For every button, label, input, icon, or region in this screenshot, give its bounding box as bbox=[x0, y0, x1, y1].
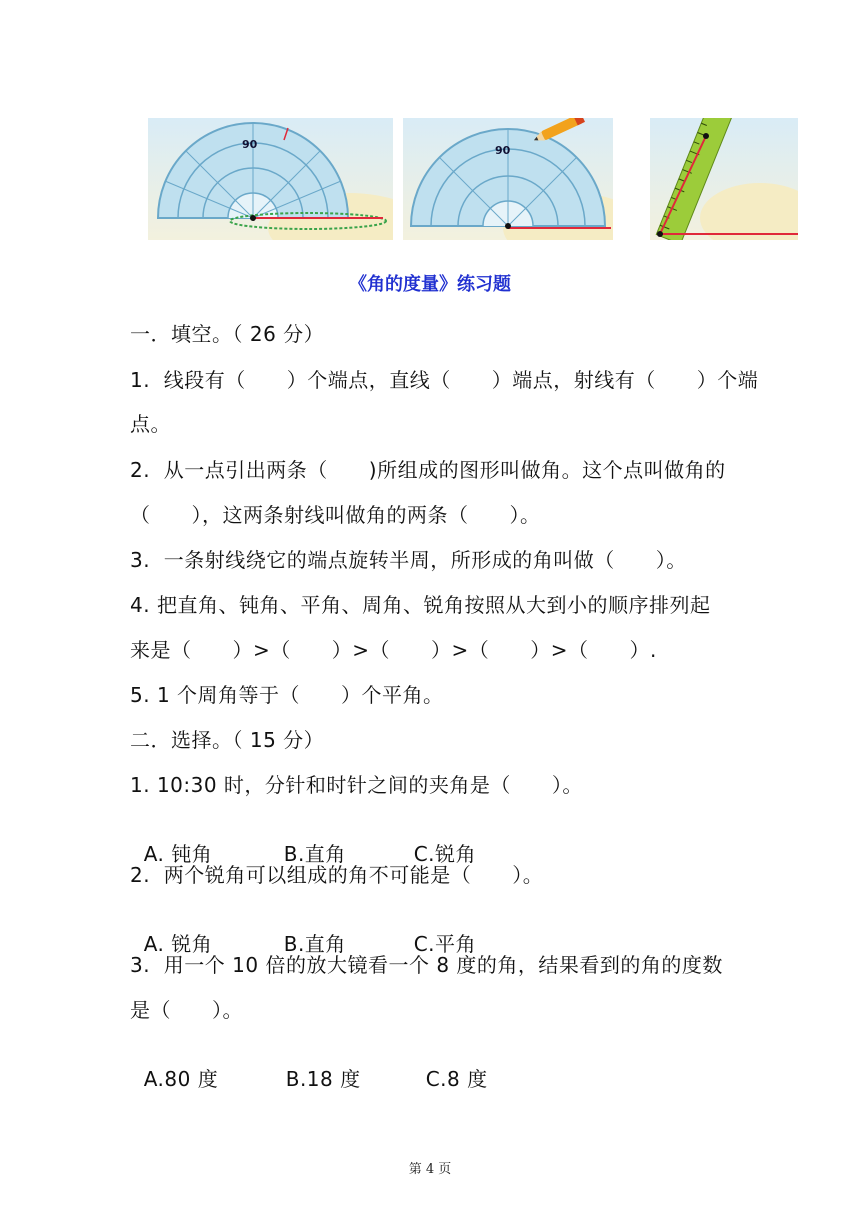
question-2-2: 2. 两个锐角可以组成的角不可能是（ ）。 bbox=[130, 863, 544, 887]
option-b: B.直角 bbox=[283, 932, 346, 956]
option-c: C.锐角 bbox=[413, 842, 477, 866]
question-1-1-line-2: 点。 bbox=[130, 412, 171, 436]
question-1-3: 3. 一条射线绕它的端点旋转半周，所形成的角叫做（ ）。 bbox=[130, 548, 687, 572]
option-c: C.8 度 bbox=[425, 1067, 488, 1091]
question-1-4-line-1: 4. 把直角、钝角、平角、周角、锐角按照从大到小的顺序排列起 bbox=[130, 593, 711, 617]
section-2-heading: 二．选择。（ 15 分） bbox=[130, 728, 325, 752]
question-1-1-line-1: 1. 线段有（ ）个端点，直线（ ）端点，射线有（ ）个端 bbox=[130, 368, 759, 392]
option-a: A. 钝角 bbox=[143, 842, 213, 866]
question-1-5: 5. 1 个周角等于（ ）个平角。 bbox=[130, 683, 444, 707]
question-2-3-line-2: 是（ ）。 bbox=[130, 998, 243, 1022]
illustration-strip bbox=[0, 118, 860, 242]
svg-text:90: 90 bbox=[242, 138, 258, 151]
protractor-measure-image bbox=[148, 118, 393, 240]
protractor-draw-image bbox=[403, 118, 613, 240]
option-a: A. 锐角 bbox=[143, 932, 213, 956]
option-b: B.直角 bbox=[283, 842, 346, 866]
page-number: 第 4 页 bbox=[408, 1162, 452, 1177]
question-1-2-line-2: （ ），这两条射线叫做角的两条（ ）。 bbox=[130, 503, 541, 527]
worksheet-title: 《角的度量》练习题 bbox=[349, 274, 511, 295]
question-2-1: 1. 10:30 时，分针和时针之间的夹角是（ ）。 bbox=[130, 773, 583, 797]
ruler-angle-image bbox=[650, 118, 798, 240]
question-2-3-line-1: 3. 用一个 10 倍的放大镜看一个 8 度的角，结果看到的角的度数 bbox=[130, 953, 723, 977]
question-1-2-line-1: 2. 从一点引出两条（ )所组成的图形叫做角。这个点叫做角的 bbox=[130, 458, 726, 482]
question-1-4-line-2: 来是（ ）>（ ）>（ ）>（ ）>（ ）. bbox=[130, 638, 657, 662]
svg-text:90: 90 bbox=[495, 144, 511, 157]
option-a: A.80 度 bbox=[143, 1067, 219, 1091]
question-2-3-options bbox=[130, 1039, 488, 1092]
section-1-heading: 一．填空。（ 26 分） bbox=[130, 322, 325, 346]
option-b: B.18 度 bbox=[285, 1067, 361, 1091]
option-c: C.平角 bbox=[413, 932, 477, 956]
